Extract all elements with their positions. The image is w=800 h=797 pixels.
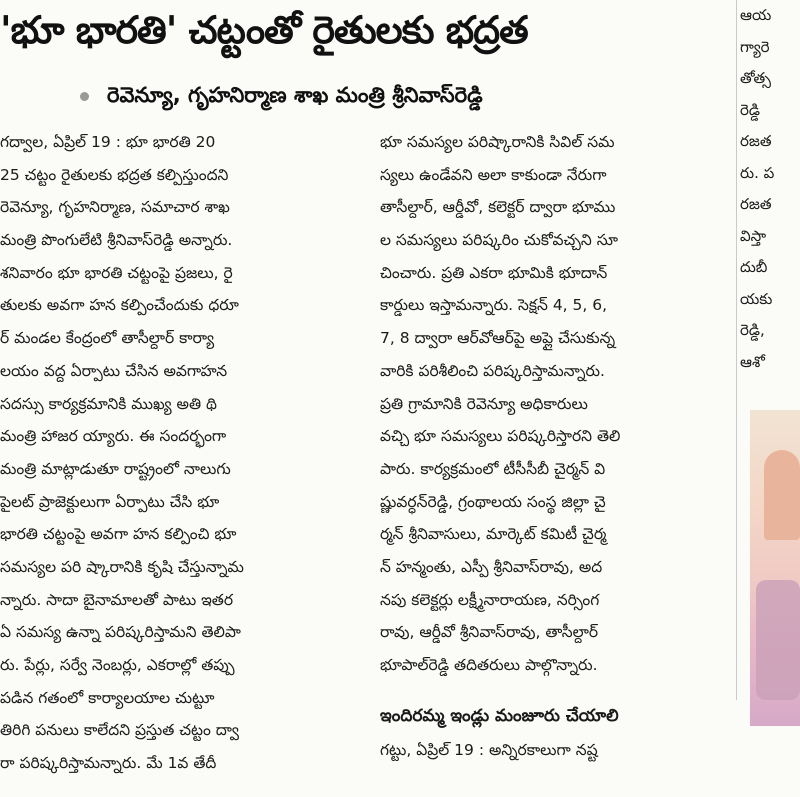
- text-line: పారు. కార్యక్రమంలో టీసీసీబీ చైర్మన్ వి: [380, 459, 606, 478]
- text-line: గట్టు, ఏప్రిల్ 19 : అన్నిరకాలుగా నష్ట: [380, 740, 598, 759]
- text-line: తాసీల్దార్, ఆర్డీవో, కలెక్టర్ ద్వారా భూము: [380, 198, 616, 217]
- text-line: స్యలు ఉండేవని అలా కాకుండా నేరుగా: [380, 165, 607, 184]
- text-line: గ్యారె: [740, 37, 770, 56]
- text-line: 25 చట్టం రైతులకు భద్రత కల్పిస్తుందని: [0, 165, 229, 184]
- text-line: రావు, ఆర్డీవో శ్రీనివాస్‌రావు, తాసీల్దార్: [380, 623, 599, 642]
- text-line: 7, 8 ద్వారా ఆర్‌వోఆర్‌పై అప్లై చేసుకున్న: [380, 329, 616, 348]
- text-line: దుబీ: [740, 258, 768, 276]
- text-line: వచ్చి భూ సమస్యలు పరిష్కరిస్తారని తెలి: [380, 427, 621, 446]
- text-line: రజత: [740, 132, 772, 150]
- text-line: లయం వద్ద ఏర్పాటు చేసిన అవగాహన: [0, 361, 228, 380]
- text-line: భారతి చట్టంపై అవగా హన కల్పించి భూ: [0, 525, 237, 544]
- photo-cloth: [756, 580, 800, 700]
- text-line: ర్మన్ శ్రీనివాసులు, మార్కెట్ కమిటీ చైర్మ: [380, 525, 607, 544]
- text-line: ల సమస్యలు పరిష్కరిం చుకోవచ్చని సూ: [380, 231, 618, 250]
- text-line: రెడ్డి: [740, 100, 760, 119]
- article-column-1: [0, 126, 358, 797]
- photo-figure: [764, 450, 800, 540]
- text-line: గద్వాల, ఏప్రిల్ 19 : భూ భారతి 20: [0, 133, 216, 151]
- text-line: సమస్యల పరి ష్కారానికి కృషి చేస్తున్నామ: [0, 557, 244, 576]
- text-line: ప్రతి గ్రామానికి రెవెన్యూ అధికారులు: [380, 394, 588, 413]
- text-line: మంత్రి హాజర య్యారు. ఈ సందర్భంగా: [0, 427, 227, 446]
- text-line: తులకు అవగా హన కల్పించేందుకు ధరూ: [0, 296, 239, 315]
- text-line: రజత: [740, 195, 772, 213]
- text-line: ఆయ: [740, 6, 772, 24]
- text-line: తోత్స: [740, 69, 771, 87]
- subheadline-text: రెవెన్యూ, గృహనిర్మాణ శాఖ మంత్రి శ్రీనివాస్‌రెడ్డి: [107, 83, 483, 107]
- text-line: రెడ్డి,: [740, 321, 765, 339]
- text-line: శనివారం భూ భారతి చట్టంపై ప్రజలు, రై: [0, 263, 233, 282]
- text-line: ర్ మండల కేంద్రంలో తాసీల్దార్ కార్యా: [0, 329, 215, 348]
- article-headline: 'భూ భారతి' చట్టంతో రైతులకు భద్రత: [0, 8, 528, 52]
- text-line: సదస్సు కార్యక్రమానికి ముఖ్య అతి థి: [0, 394, 217, 413]
- text-line: రు. ప: [740, 163, 775, 182]
- text-line: న్ హన్మంతు, ఎస్పీ శ్రీనివాస్‌రావు, అద: [380, 557, 603, 576]
- text-line: కార్డులు ఇస్తామన్నారు. సెక్షన్ 4, 5, 6,: [380, 296, 608, 315]
- column-divider: [736, 0, 737, 700]
- article-column-2: [380, 126, 728, 797]
- text-line: పడిన గతంలో కార్యాలయాల చుట్టూ: [0, 688, 215, 707]
- text-line: రా పరిష్కరిస్తామన్నారు. మే 1వ తేదీ: [0, 754, 217, 773]
- text-line: ఏ సమస్య ఉన్నా పరిష్కరిస్తామని తెలిపా: [0, 623, 241, 642]
- adjacent-article-photo: [750, 410, 800, 726]
- text-line: ఆశో: [740, 352, 765, 371]
- text-line: నపు కలెక్టర్లు లక్ష్మీనారాయణ, నర్సింగ: [380, 590, 600, 609]
- adjacent-article-snippet: [740, 0, 800, 400]
- text-line: రు. పేర్లు, సర్వే నెంబర్లు, ఎకరాల్లో తప్పు: [0, 656, 235, 674]
- section-heading: ఇందిరమ్మ ఇండ్లు మంజూరు చేయాలి: [380, 705, 619, 726]
- text-line: తిరిగి పనులు కాలేదని ప్రస్తుత చట్టం ద్వా: [0, 721, 240, 740]
- text-line: రెవెన్యూ, గృహనిర్మాణ, సమాచార శాఖ: [0, 198, 230, 217]
- text-line: మంత్రి మాట్లాడుతూ రాష్ట్రంలో నాలుగు: [0, 459, 231, 478]
- text-line: యకు: [740, 289, 773, 308]
- text-line: న్నారు. సాదా బైనామాలతో పాటు ఇతర: [0, 590, 234, 609]
- text-line: చించారు. ప్రతి ఎకరా భూమికి భూదాన్: [380, 263, 608, 282]
- article-subheadline: [80, 80, 483, 112]
- text-line: భూపాల్‌రెడ్డి తదితరులు పాల్గొన్నారు.: [380, 656, 598, 674]
- bullet-icon: [80, 92, 89, 101]
- text-line: మంత్రి పొంగులేటి శ్రీనివాస్‌రెడ్డి అన్నారు.: [0, 231, 233, 250]
- text-line: విస్తా: [740, 226, 767, 245]
- text-line: భూ సమస్యల పరిష్కారానికి సివిల్ సమ: [380, 133, 615, 151]
- text-line: ష్ణువర్ధన్‌రెడ్డి, గ్రంథాలయ సంస్థ జిల్లా చై: [380, 492, 606, 511]
- text-line: వారికి పరిశీలించి పరిష్కరిస్తామన్నారు.: [380, 361, 605, 380]
- text-line: పైలట్ ప్రాజెక్టులుగా ఏర్పాటు చేసి భూ: [0, 492, 220, 511]
